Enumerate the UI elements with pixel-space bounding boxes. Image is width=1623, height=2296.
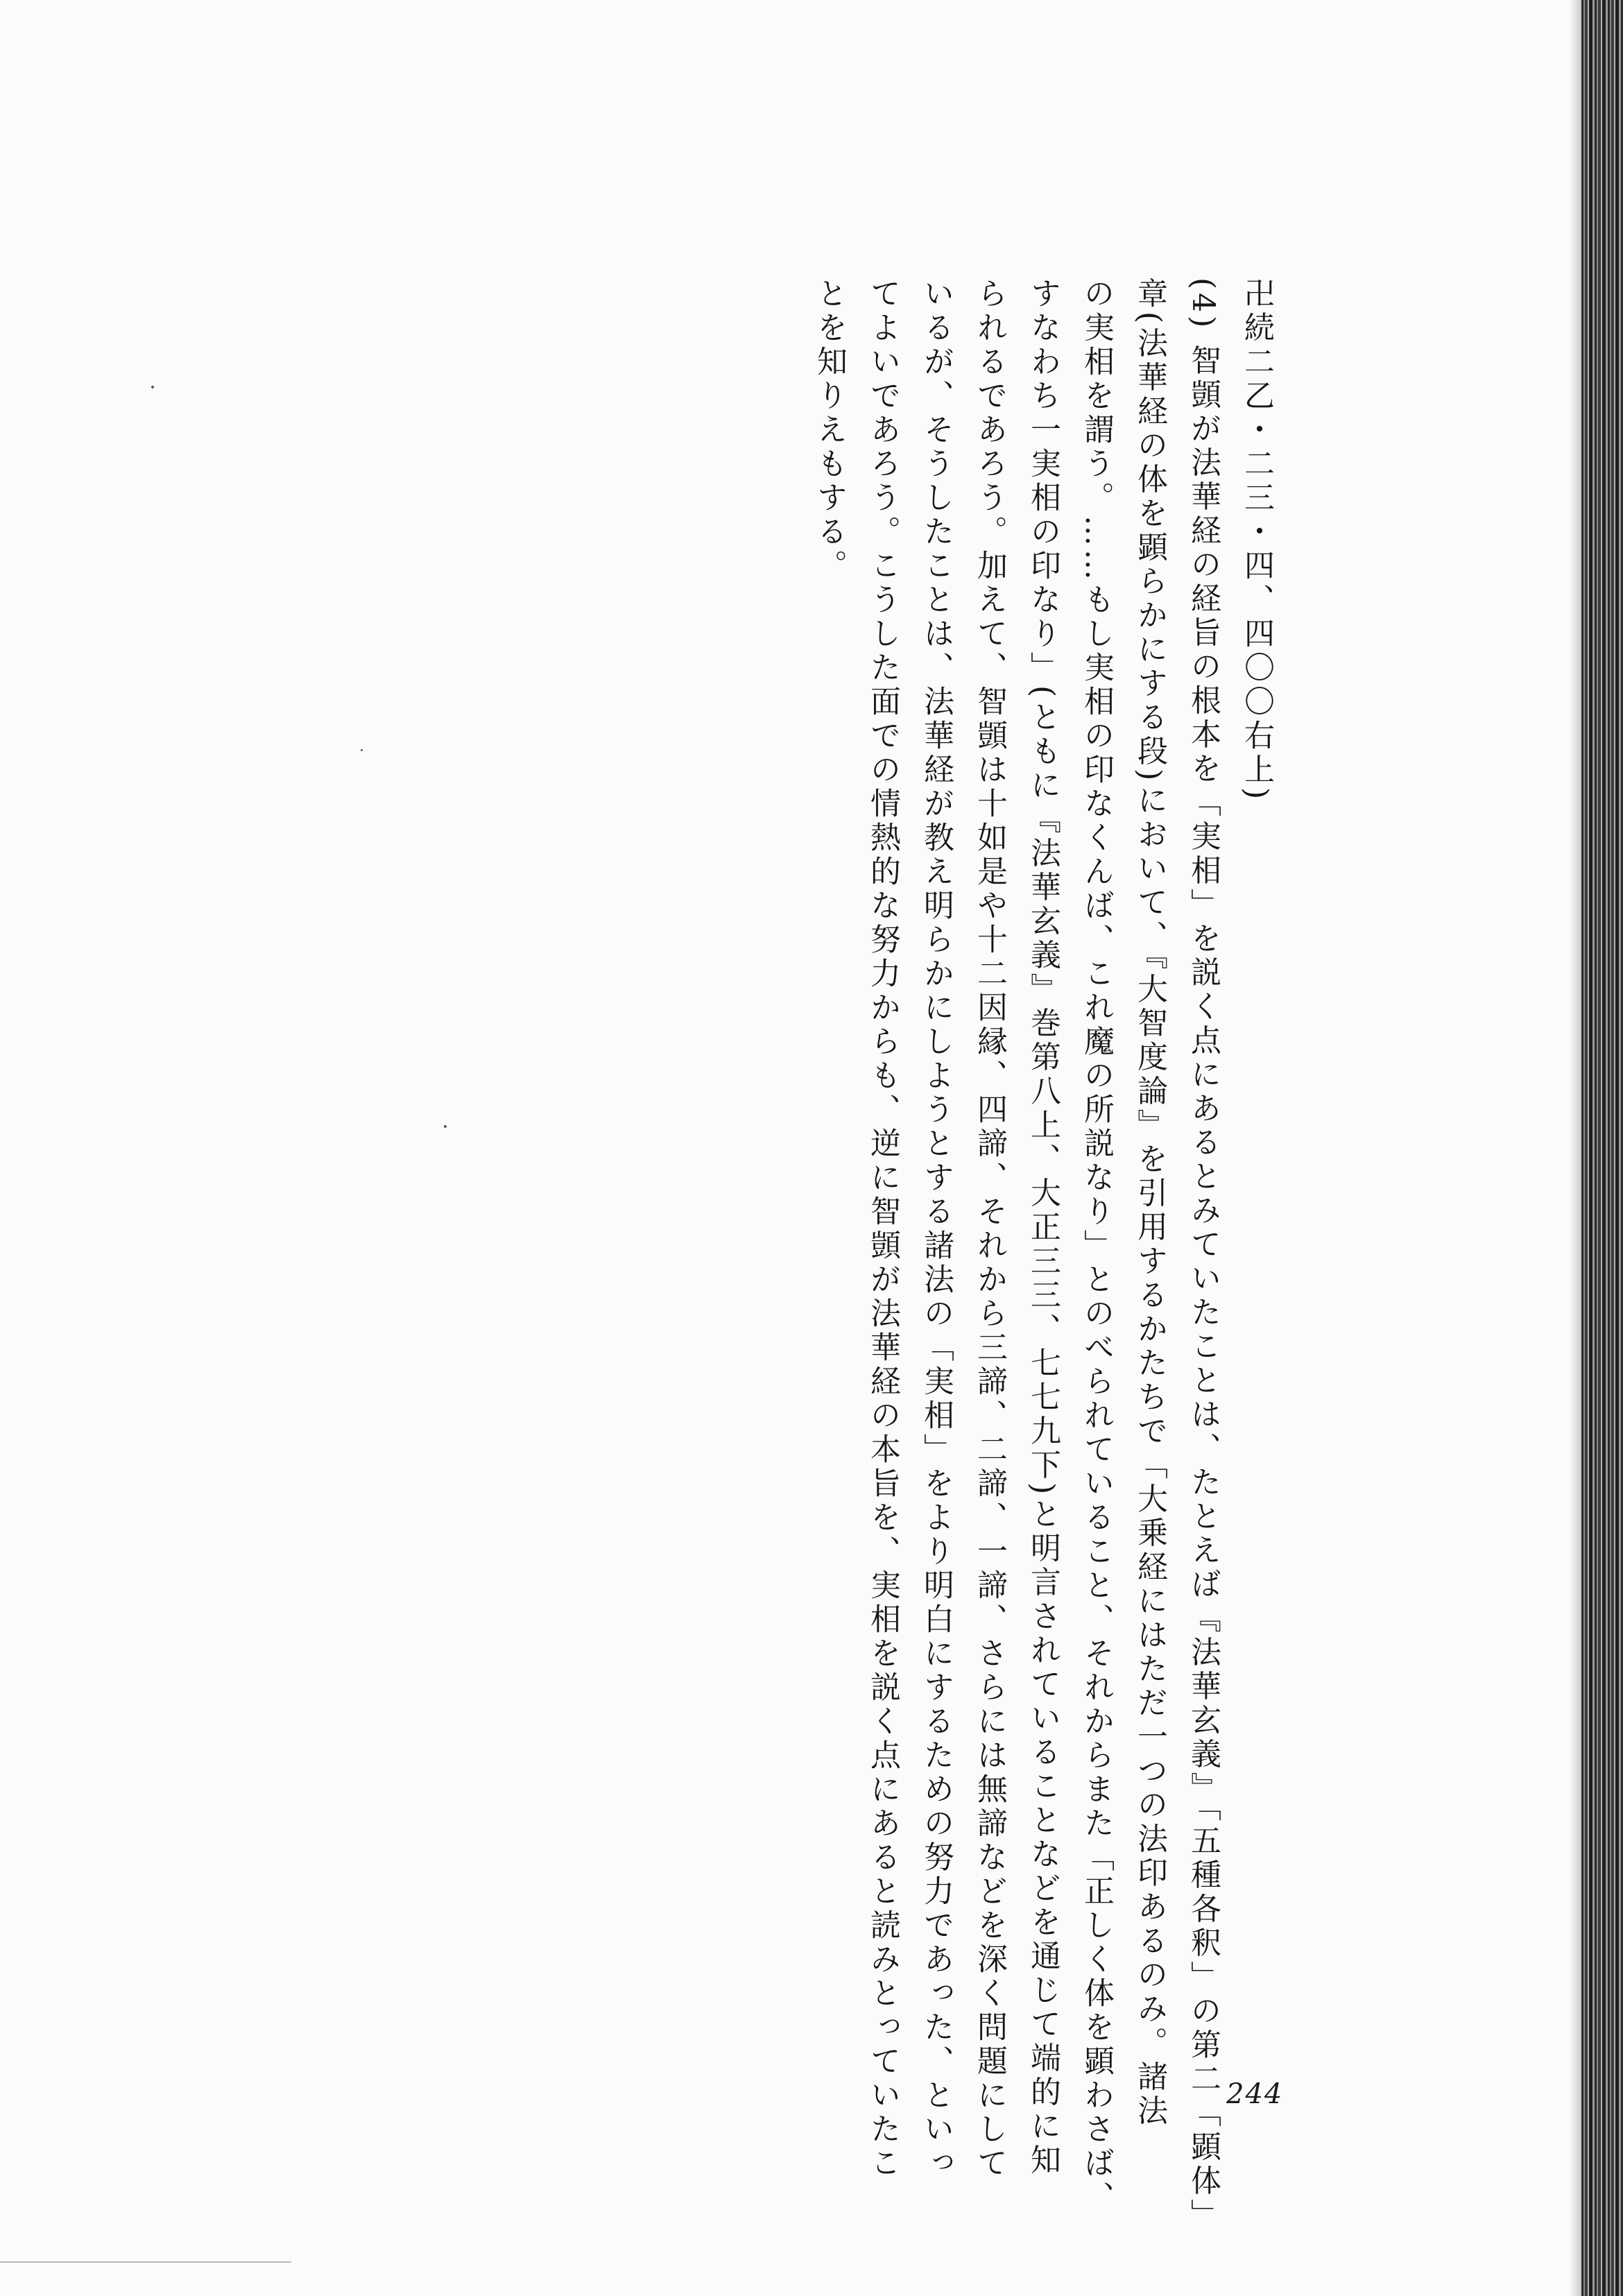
text-column-5: すなわち一実相の印なり」(ともに『法華玄義』巻第八上、大正三三、七七九下)と明言されていることなどを通じて端的に知 — [1025, 277, 1060, 2178]
scan-speck — [361, 749, 363, 751]
text-column-9: とを知りえもする。 — [812, 277, 847, 583]
text-column-7: いるが、そうしたことは、法華経が教え明らかにしようとする諸法の「実相」をより明白にするための努力であった、といっ — [918, 277, 954, 2181]
text-column-8: てよいであろう。こうした面での情熱的な努力からも、逆に智顗が法華経の本旨を、実相を説く点にあると読みとっていたこ — [865, 277, 900, 2181]
bottom-edge-line — [0, 2261, 291, 2263]
page-number: 244 — [1226, 2078, 1284, 2110]
text-column-3: 章(法華経の体を顕らかにする段)において、『大智度論』を引用するかたちで「大乗経にはただ一つの法印あるのみ。諸法 — [1132, 277, 1167, 2129]
text-column-6: られるであろう。加えて、智顗は十如是や十二因縁、四諦、それから三諦、二諦、一諦、さらには無諦などを深く問題にして — [972, 277, 1007, 2181]
scan-speck — [444, 1125, 447, 1128]
book-binding-edge — [1581, 0, 1623, 2296]
text-column-1: 卍続二乙・二三・四、四〇〇右上) — [1239, 277, 1274, 803]
text-column-2: (4) 智顗が法華経の経旨の根本を「実相」を説く点にあるとみていたことは、たとえば『法華玄義』「五種各釈」の第二「顕体」 — [1185, 277, 1221, 2233]
binding-shadow — [1569, 0, 1581, 2296]
text-column-4: の実相を謂う。……もし実相の印なくんば、これ魔の所説なり」とのべられていること、それからまた「正しく体を顕わさば、 — [1079, 277, 1114, 2215]
scan-speck — [151, 386, 154, 388]
